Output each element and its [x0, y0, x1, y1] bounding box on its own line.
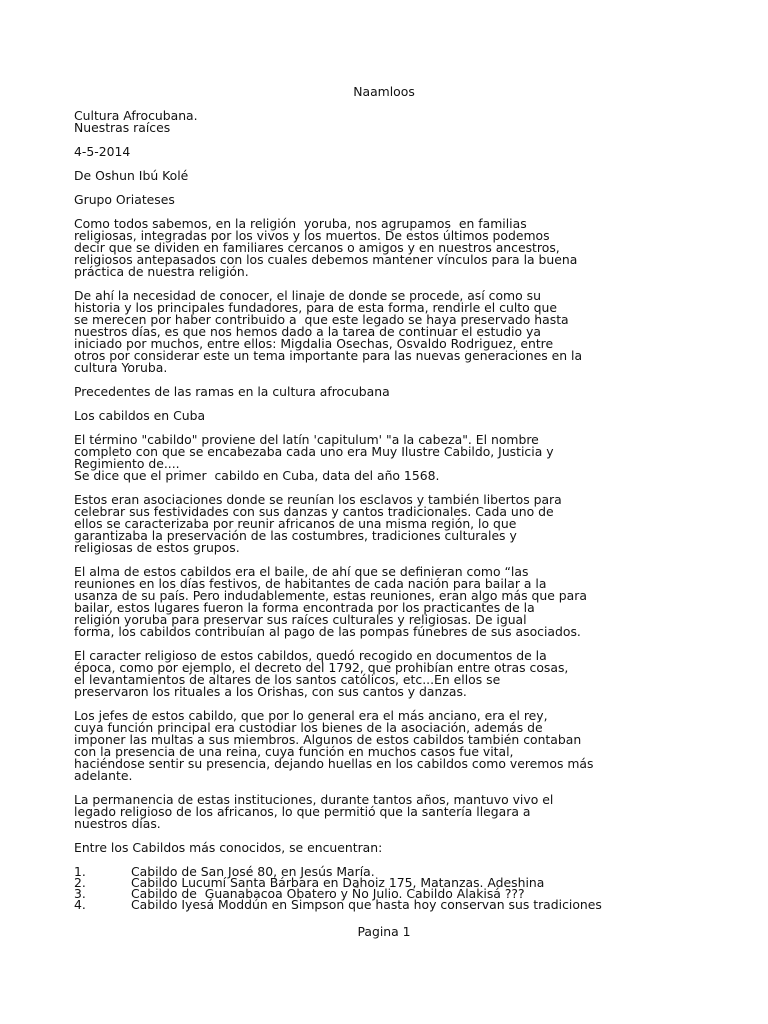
paragraph — [74, 650, 694, 698]
text-line: Como todos sabemos, en la religión yoruba, nos agrupamos en familias — [74, 216, 527, 231]
list-item-number: 1. — [74, 864, 86, 879]
paragraph — [74, 410, 694, 422]
paragraph — [74, 386, 694, 398]
page-footer — [0, 924, 768, 939]
list-item-text: Cabildo Lucumí Santa Bárbara en Dahoiz 175, Matanzas. Adeshina — [131, 875, 545, 890]
text-line: Grupo Oriateses — [74, 192, 175, 207]
paragraph — [74, 170, 694, 182]
paragraph — [74, 194, 694, 206]
text-line: época, como por ejemplo, el decreto del 1792, que prohibían entre otras cosas, — [74, 660, 569, 675]
text-line: ellos se caracterizaba por reunir africanos de una misma región, lo que — [74, 516, 517, 531]
text-line: celebrar sus festividades con sus danzas y cantos tradicionales. Cada uno de — [74, 504, 554, 519]
text-line: iniciado por muchos, entre ellos: Migdalia Osechas, Osvaldo Rodriguez, entre — [74, 336, 554, 351]
text-line: De ahí la necesidad de conocer, el linaje de donde se procede, así como su — [74, 288, 541, 303]
text-line: nuestros días, es que nos hemos dado a la tarea de continuar el estudio ya — [74, 324, 541, 339]
list-item — [74, 899, 694, 910]
text-line: Nuestras raíces — [74, 120, 171, 135]
text-line: Estos eran asociaciones donde se reunían los esclavos y también libertos para — [74, 492, 562, 507]
text-line: usanza de su país. Pero indudablemente, estas reuniones, eran algo más que para — [74, 588, 587, 603]
list-item-number: 3. — [74, 886, 86, 901]
text-line: cultura Yoruba. — [74, 360, 168, 375]
paragraph — [74, 110, 694, 134]
text-line: con la presencia de una reina, cuya función en muchos casos fue vital, — [74, 744, 514, 759]
text-line: La permanencia de estas instituciones, durante tantos años, mantuvo vivo el — [74, 792, 554, 807]
text-line: se merecen por haber contribuido a que este legado se haya preservado hasta — [74, 312, 569, 327]
paragraph — [74, 842, 694, 854]
text-line: Entre los Cabildos más conocidos, se encuentran: — [74, 840, 383, 855]
cabildos-list — [74, 866, 694, 910]
text-line: forma, los cabildos contribuían al pago de las pompas fúnebres de sus asociados. — [74, 624, 581, 639]
paragraph — [74, 434, 694, 482]
text-line: Se dice que el primer cabildo en Cuba, data del año 1568. — [74, 468, 440, 483]
page-number: Pagina 1 — [357, 924, 411, 939]
paragraph — [74, 566, 694, 638]
text-line: haciéndose sentir su presencia, dejando huellas en los cabildos como veremos más — [74, 756, 594, 771]
list-item-text: Cabildo de Guanabacoa Obatero y Ño Julio. Cabildo Alakisá ??? — [131, 886, 525, 901]
text-line: legado religioso de los africanos, lo que permitió que la santería llegara a — [74, 804, 531, 819]
text-line: religión yoruba para preservar sus raíces culturales y religiosas. De igual — [74, 612, 527, 627]
list-item-number: 2. — [74, 875, 86, 890]
text-line: bailar, estos lugares fueron la forma encontrada por los practicantes de la — [74, 600, 535, 615]
document-title — [0, 84, 768, 99]
paragraph — [74, 290, 694, 374]
text-line: religiosas, integradas por los vivos y los muertos. De estos últimos podemos — [74, 228, 550, 243]
title-text: Naamloos — [353, 84, 415, 99]
paragraph — [74, 794, 694, 830]
text-line: El caracter religioso de estos cabildos, quedó recogido en documentos de la — [74, 648, 547, 663]
text-line: Cultura Afrocubana. — [74, 108, 198, 123]
list-item-number: 4. — [74, 897, 86, 912]
text-line: cuya función principal era custodiar los bienes de la asociación, además de — [74, 720, 543, 735]
document-body — [74, 110, 694, 910]
text-line: De Oshun Ibú Kolé — [74, 168, 189, 183]
text-line: religiosas de estos grupos. — [74, 540, 240, 555]
text-line: completo con que se encabezaba cada uno era Muy Ilustre Cabildo, Justicia y — [74, 444, 554, 459]
text-line: preservaron los rituales a los Orishas, con sus cantos y danzas. — [74, 684, 467, 699]
text-line: práctica de nuestra religión. — [74, 264, 249, 279]
text-line: historia y los principales fundadores, para de esta forma, rendirle el culto que — [74, 300, 557, 315]
text-line: Regimiento de.... — [74, 456, 180, 471]
text-line: Los jefes de estos cabildo, que por lo general era el más anciano, era el rey, — [74, 708, 548, 723]
text-line: adelante. — [74, 768, 133, 783]
text-line: El alma de estos cabildos era el baile, de ahí que se definieran como “las — [74, 564, 529, 579]
text-line: religiosos antepasados con los cuales debemos mantener vínculos para la buena — [74, 252, 578, 267]
text-line: nuestros días. — [74, 816, 161, 831]
text-line: El término "cabildo" proviene del latín 'capitulum' "a la cabeza". El nombre — [74, 432, 539, 447]
text-line: reuniones en los días festivos, de habitantes de cada nación para bailar a la — [74, 576, 547, 591]
text-line: 4-5-2014 — [74, 144, 131, 159]
paragraph — [74, 218, 694, 278]
paragraph — [74, 146, 694, 158]
text-line: otros por considerar este un tema importante para las nuevas generaciones en la — [74, 348, 583, 363]
text-line: el levantamientos de altares de los santos católicos, etc...En ellos se — [74, 672, 501, 687]
text-line: Los cabildos en Cuba — [74, 408, 206, 423]
text-line: decir que se dividen en familiares cercanos o amigos y en nuestros ancestros, — [74, 240, 560, 255]
text-line: garantizaba la preservación de las costumbres, tradiciones culturales y — [74, 528, 517, 543]
text-line: Precedentes de las ramas en la cultura afrocubana — [74, 384, 390, 399]
list-item-text: Cabildo Iyesá Moddún en Simpson que hasta hoy conservan sus tradiciones — [131, 897, 602, 912]
list-item-text: Cabildo de San José 80, en Jesús María. — [131, 864, 375, 879]
paragraph — [74, 710, 694, 782]
text-line: imponer las multas a sus miembros. Algunos de estos cabildos también contaban — [74, 732, 582, 747]
paragraph — [74, 494, 694, 554]
